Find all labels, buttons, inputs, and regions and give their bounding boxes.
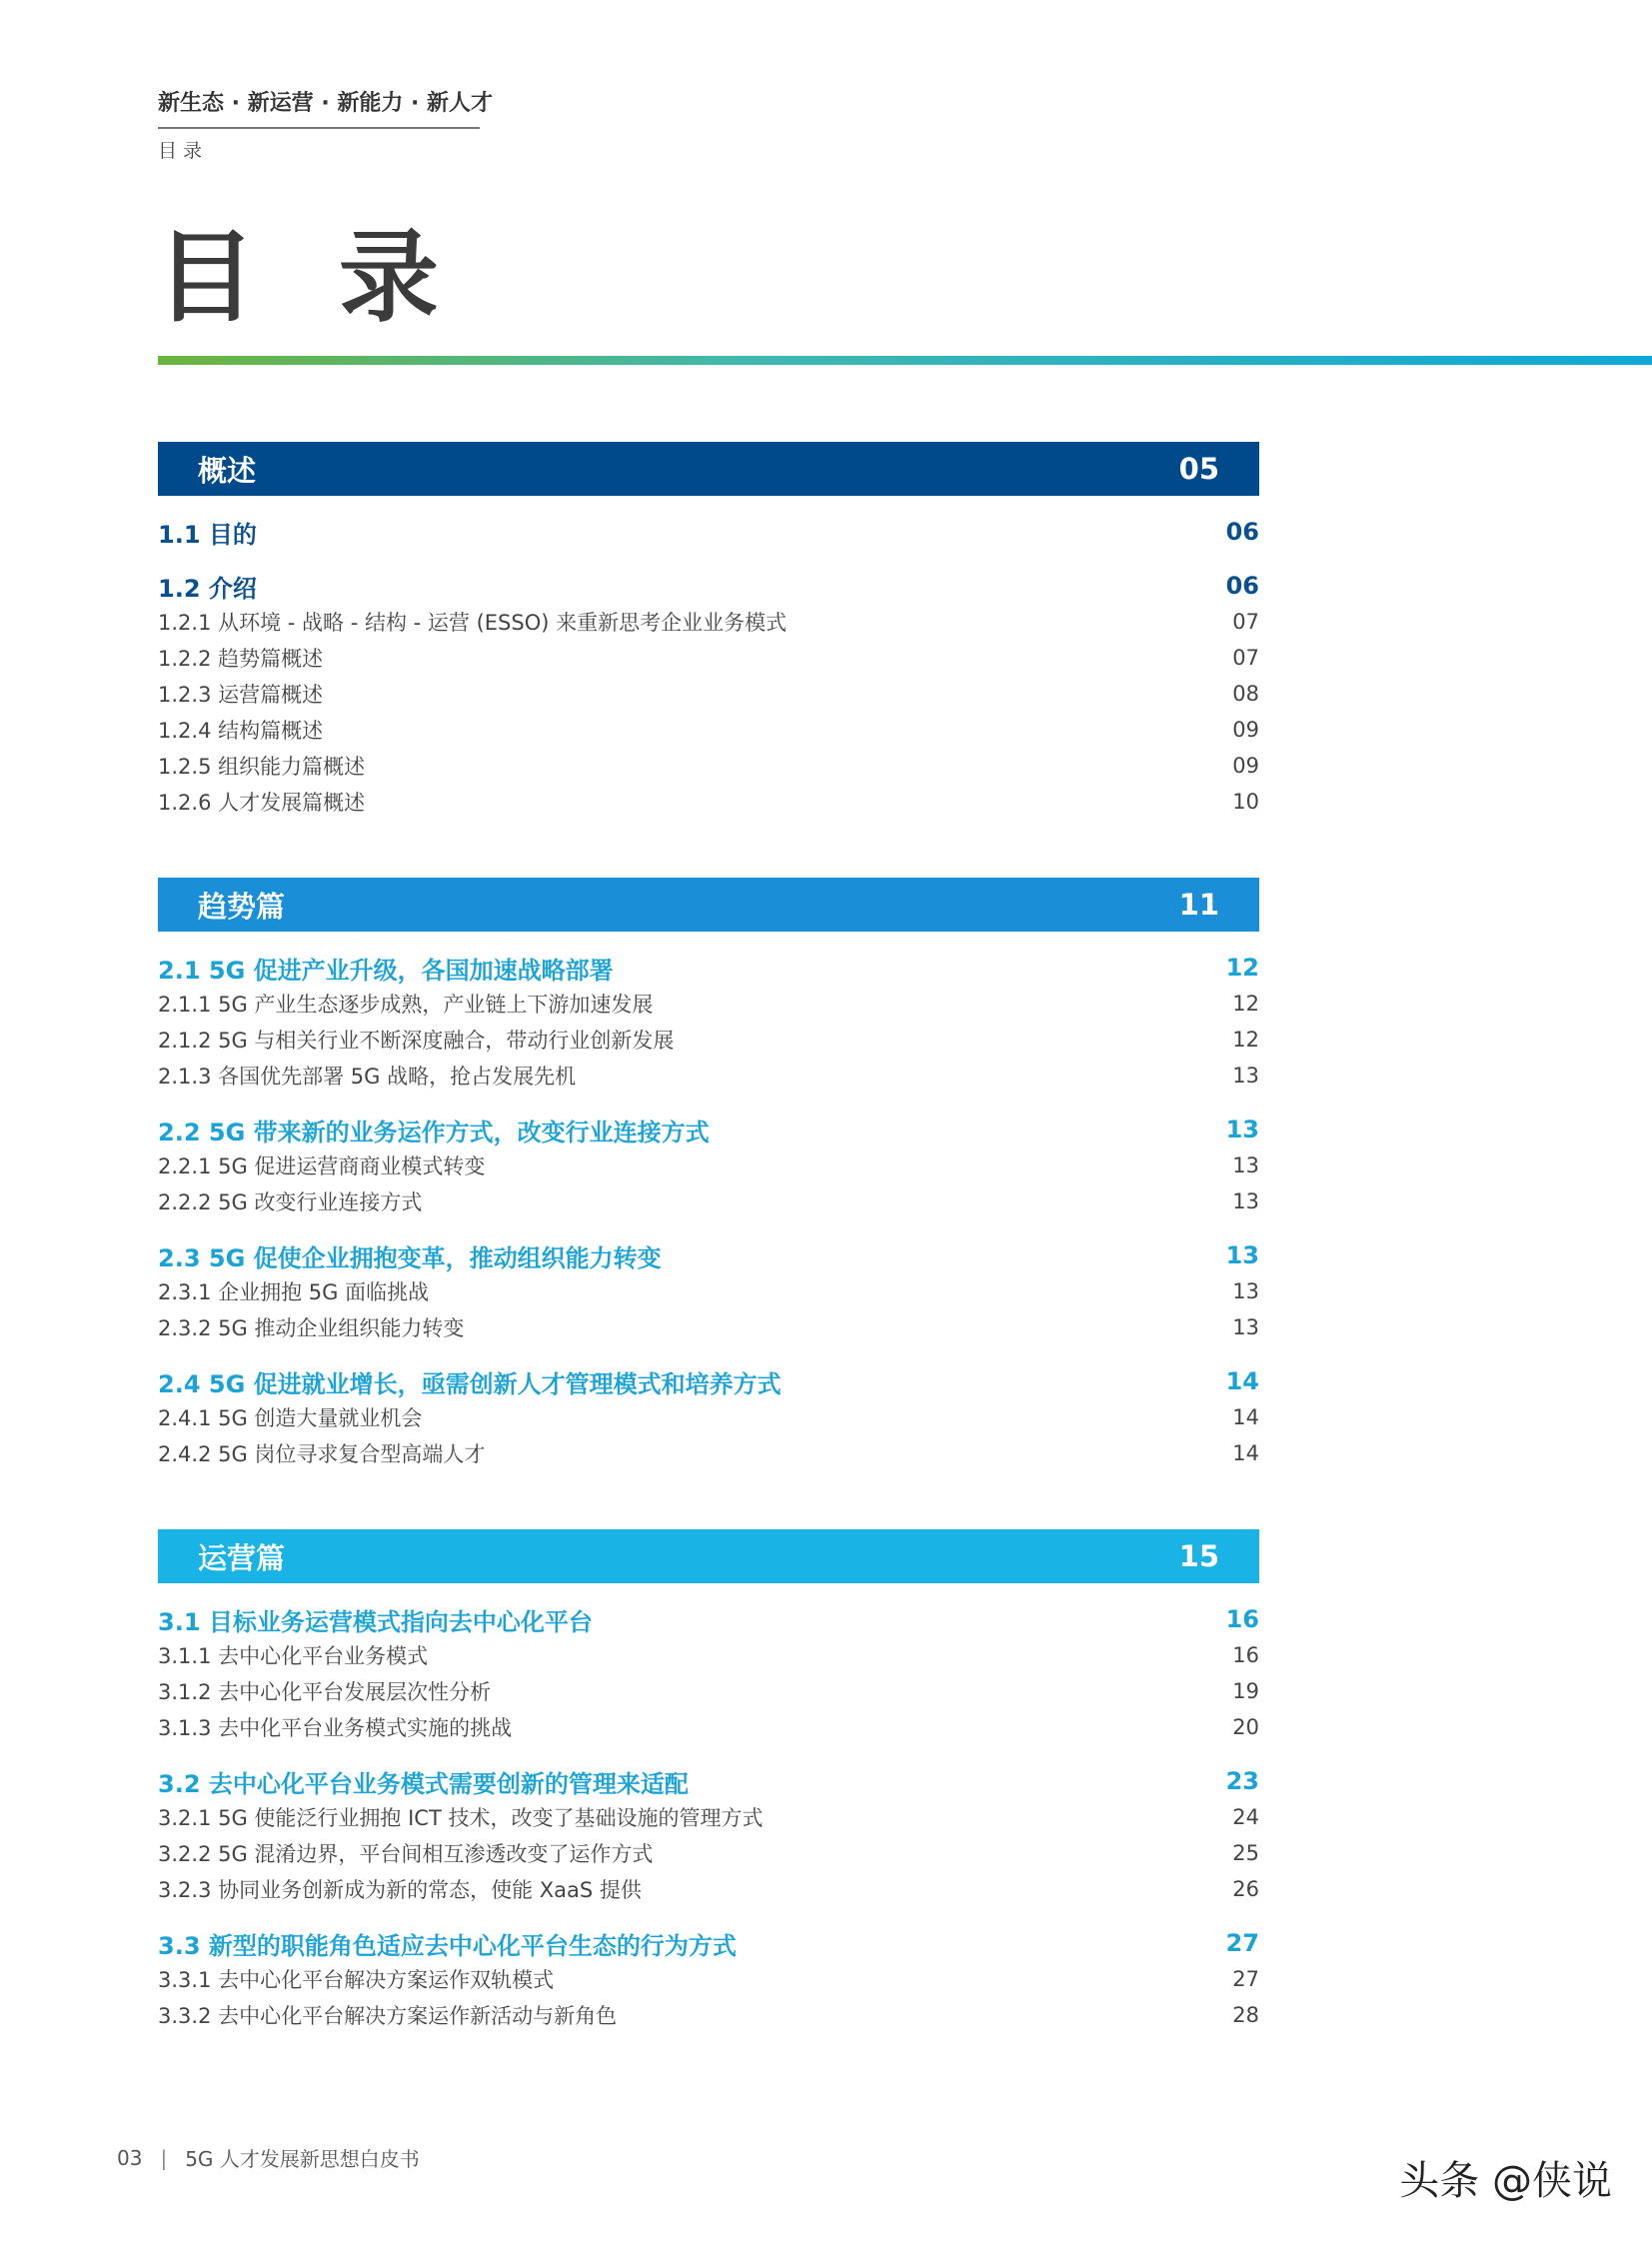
section-page: 27: [1225, 1929, 1259, 1957]
toc-section: [158, 1763, 1259, 1907]
subsection-page: 12: [1232, 1028, 1259, 1052]
gradient-divider: [158, 356, 1652, 365]
breadcrumb: 目 录: [158, 140, 203, 162]
subsection-entry[interactable]: [158, 748, 1259, 784]
subsection-page: 16: [1232, 1643, 1259, 1667]
section-page: 13: [1225, 1116, 1259, 1143]
subsection-entry[interactable]: [158, 676, 1259, 712]
footer-separator: |: [160, 2145, 168, 2170]
section-title: 2.2 5G 带来新的业务运作方式，改变行业连接方式: [158, 1118, 710, 1146]
chapter-header[interactable]: [158, 878, 1259, 932]
subsection-title: 3.3.2 去中心化平台解决方案运作新活动与新角色: [158, 2004, 618, 2028]
toc-section: [158, 514, 1259, 550]
subsection-entry[interactable]: [158, 1709, 1259, 1745]
subsection-entry[interactable]: [158, 640, 1259, 676]
header-tagline: 新生态 · 新运营 · 新能力 · 新人才: [158, 86, 480, 129]
section-entry[interactable]: [158, 1363, 1259, 1399]
subsection-entry[interactable]: [158, 1997, 1259, 2033]
chapter-title: 概述: [198, 453, 257, 488]
toc-section: [158, 950, 1259, 1094]
subsection-entry[interactable]: [158, 1022, 1259, 1058]
subsection-page: 09: [1232, 718, 1259, 742]
section-entry[interactable]: [158, 1925, 1259, 1961]
subsection-page: 27: [1232, 1967, 1259, 1991]
subsection-title: 1.2.5 组织能力篇概述: [158, 755, 366, 779]
section-title: 2.3 5G 促使企业拥抱变革，推动组织能力转变: [158, 1243, 662, 1272]
section-title: 3.3 新型的职能角色适应去中心化平台生态的行为方式: [158, 1931, 737, 1960]
toc-chapter: [158, 1529, 1259, 2033]
subsection-title: 2.1.3 各国优先部署 5G 战略，抢占发展先机: [158, 1065, 577, 1089]
chapter-page: 05: [1178, 452, 1219, 486]
section-page: 14: [1225, 1367, 1259, 1395]
section-entry[interactable]: [158, 568, 1259, 604]
section-entry[interactable]: [158, 1601, 1259, 1637]
subsection-entry[interactable]: [158, 1309, 1259, 1345]
footer-page-number: 03: [117, 2145, 143, 2170]
subsection-title: 3.3.1 去中心化平台解决方案运作双轨模式: [158, 1968, 555, 1992]
subsection-page: 13: [1232, 1189, 1259, 1213]
chapter-page: 11: [1178, 888, 1219, 922]
subsection-entry[interactable]: [158, 1435, 1259, 1471]
toc-chapter: [158, 878, 1259, 1471]
subsection-page: 14: [1232, 1441, 1259, 1465]
subsection-title: 3.2.3 协同业务创新成为新的常态，使能 XaaS 提供: [158, 1878, 642, 1902]
subsection-page: 24: [1232, 1805, 1259, 1829]
section-page: 06: [1225, 518, 1259, 546]
subsection-page: 20: [1232, 1715, 1259, 1739]
subsection-title: 1.2.4 结构篇概述: [158, 719, 324, 743]
toc-section: [158, 1237, 1259, 1345]
section-entry[interactable]: [158, 950, 1259, 986]
subsection-entry[interactable]: [158, 1871, 1259, 1907]
subsection-page: 08: [1232, 682, 1259, 706]
subsection-title: 2.4.1 5G 创造大量就业机会: [158, 1406, 423, 1430]
page-title: 目 录: [156, 219, 463, 336]
subsection-title: 2.2.2 5G 改变行业连接方式: [158, 1190, 423, 1214]
subsection-title: 3.2.2 5G 混淆边界，平台间相互渗透改变了运作方式: [158, 1842, 654, 1866]
subsection-title: 2.1.2 5G 与相关行业不断深度融合，带动行业创新发展: [158, 1029, 675, 1053]
section-entry[interactable]: [158, 1112, 1259, 1147]
toc-section: [158, 1363, 1259, 1471]
section-title: 2.4 5G 促进就业增长，亟需创新人才管理模式和培养方式: [158, 1369, 782, 1398]
subsection-page: 13: [1232, 1315, 1259, 1339]
subsection-page: 10: [1232, 790, 1259, 814]
subsection-page: 07: [1232, 646, 1259, 670]
subsection-title: 1.2.2 趋势篇概述: [158, 647, 324, 671]
chapter-header[interactable]: [158, 1529, 1259, 1583]
subsection-page: 07: [1232, 610, 1259, 634]
chapter-header[interactable]: [158, 442, 1259, 496]
subsection-title: 3.1.3 去中化平台业务模式实施的挑战: [158, 1716, 513, 1740]
footer-doc-title: 5G 人才发展新思想白皮书: [185, 2147, 420, 2171]
subsection-title: 1.2.1 从环境 - 战略 - 结构 - 运营 (ESSO) 来重新思考企业业务模式: [158, 611, 788, 635]
chapter-page: 15: [1178, 1539, 1219, 1573]
subsection-entry[interactable]: [158, 784, 1259, 820]
subsection-title: 2.2.1 5G 促进运营商商业模式转变: [158, 1154, 486, 1178]
toc-section: [158, 1925, 1259, 2033]
table-of-contents: [158, 442, 1259, 2091]
subsection-title: 3.1.1 去中心化平台业务模式: [158, 1644, 429, 1668]
subsection-page: 26: [1232, 1877, 1259, 1901]
toc-section: [158, 568, 1259, 820]
subsection-title: 3.1.2 去中心化平台发展层次性分析: [158, 1680, 492, 1704]
section-entry[interactable]: [158, 514, 1259, 550]
section-title: 3.1 目标业务运营模式指向去中心化平台: [158, 1607, 593, 1636]
chapter-title: 运营篇: [198, 1540, 286, 1575]
section-entry[interactable]: [158, 1237, 1259, 1273]
section-entry[interactable]: [158, 1763, 1259, 1799]
subsection-entry[interactable]: [158, 712, 1259, 748]
section-page: 13: [1225, 1241, 1259, 1269]
subsection-entry[interactable]: [158, 1058, 1259, 1094]
section-page: 06: [1225, 572, 1259, 600]
toc-section: [158, 1112, 1259, 1219]
subsection-entry[interactable]: [158, 1147, 1259, 1183]
subsection-title: 1.2.3 运营篇概述: [158, 683, 324, 707]
subsection-entry[interactable]: [158, 1673, 1259, 1709]
subsection-title: 2.1.1 5G 产业生态逐步成熟，产业链上下游加速发展: [158, 993, 654, 1017]
subsection-page: 19: [1232, 1679, 1259, 1703]
subsection-entry[interactable]: [158, 1835, 1259, 1871]
subsection-page: 13: [1232, 1279, 1259, 1303]
subsection-entry[interactable]: [158, 1183, 1259, 1219]
subsection-entry[interactable]: [158, 986, 1259, 1022]
section-page: 16: [1225, 1605, 1259, 1633]
subsection-page: 09: [1232, 754, 1259, 778]
toc-section: [158, 1601, 1259, 1745]
subsection-title: 2.3.1 企业拥抱 5G 面临挑战: [158, 1280, 430, 1304]
subsection-page: 25: [1232, 1841, 1259, 1865]
section-page: 23: [1225, 1767, 1259, 1795]
subsection-page: 12: [1232, 992, 1259, 1016]
subsection-entry[interactable]: [158, 1273, 1259, 1309]
section-page: 12: [1225, 954, 1259, 982]
subsection-entry[interactable]: [158, 604, 1259, 640]
section-title: 1.2 介绍: [158, 574, 257, 603]
chapter-title: 趋势篇: [198, 889, 286, 924]
subsection-page: 13: [1232, 1064, 1259, 1088]
section-title: 2.1 5G 促进产业升级，各国加速战略部署: [158, 956, 614, 985]
subsection-title: 1.2.6 人才发展篇概述: [158, 791, 366, 815]
watermark: 头条 @侠说: [1399, 2158, 1612, 2204]
subsection-page: 14: [1232, 1405, 1259, 1429]
subsection-entry[interactable]: [158, 1961, 1259, 1997]
toc-chapter: [158, 442, 1259, 820]
subsection-title: 2.3.2 5G 推动企业组织能力转变: [158, 1316, 465, 1340]
subsection-page: 13: [1232, 1153, 1259, 1177]
subsection-entry[interactable]: [158, 1799, 1259, 1835]
subsection-title: 2.4.2 5G 岗位寻求复合型高端人才: [158, 1442, 486, 1466]
subsection-entry[interactable]: [158, 1637, 1259, 1673]
subsection-page: 28: [1232, 2003, 1259, 2027]
section-title: 3.2 去中心化平台业务模式需要创新的管理来适配: [158, 1769, 689, 1798]
subsection-entry[interactable]: [158, 1399, 1259, 1435]
page-footer: [117, 2143, 420, 2172]
subsection-title: 3.2.1 5G 使能泛行业拥抱 ICT 技术，改变了基础设施的管理方式: [158, 1806, 764, 1830]
section-title: 1.1 目的: [158, 520, 257, 549]
